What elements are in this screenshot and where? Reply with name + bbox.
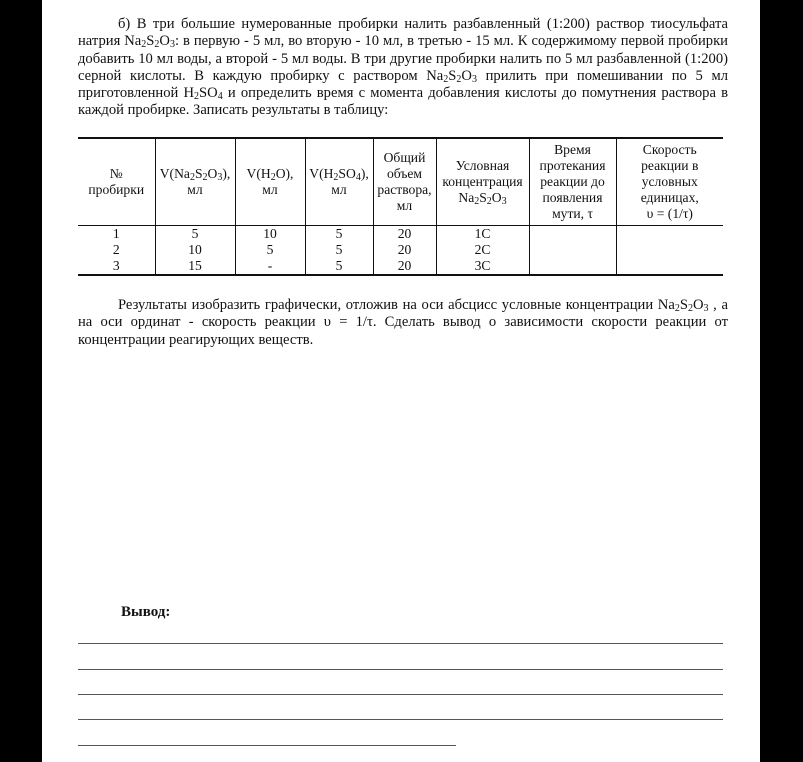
cell-v-water: 10 (235, 226, 305, 243)
text: S (448, 67, 457, 84)
answer-line[interactable] (78, 643, 723, 644)
subscript: 3 (471, 73, 477, 85)
cell-tube-number: 2 (78, 242, 155, 258)
cell-v-water: - (235, 258, 305, 275)
cell-concentration: 1С (436, 226, 529, 243)
cell-v-thiosulfate: 5 (155, 226, 235, 243)
text: Результаты изобразить графически, отложив на оси абсцисс условные концентрации Na (118, 297, 675, 313)
header-concentration: Условная концентрация $Na_2S_2O_3$ (436, 138, 529, 226)
header-v-acid: $V(H_2SO_4)$, мл (305, 138, 373, 226)
cell-reaction-rate[interactable] (616, 226, 723, 243)
cell-reaction-time[interactable] (529, 242, 616, 258)
subscript: 2 (456, 73, 462, 85)
subscript: 2 (141, 39, 147, 51)
header-v-thiosulfate: $V(Na_2S_2O_3)$, мл (155, 138, 235, 226)
text: б) В три большие нумерованные пробирки налить разбавленный (1:200) раствор тиосульфата натрия Na (78, 16, 728, 50)
text: : в первую - 5 мл, во вторую - 10 мл, в третью - 15 мл. К содержимому первой пробирки добавить 10 мл воды, а второй - 5 мл воды. В три другие пробирки налить по 5 мл разбавленной (1:200) серной кислоты. В каждую пробирку с раствором Na (78, 33, 728, 84)
answer-line[interactable] (78, 719, 723, 720)
text: S (146, 33, 155, 50)
cell-reaction-time[interactable] (529, 258, 616, 275)
header-reaction-time: Время протекания реакции до появления мути, τ (529, 138, 616, 226)
text: SO (199, 85, 218, 102)
subscript: 2 (154, 39, 160, 51)
table-row (78, 242, 723, 258)
cell-tube-number: 1 (78, 226, 155, 243)
text: O (461, 67, 472, 84)
subscript: 2 (443, 73, 449, 85)
text: прилить при помешивании по 5 мл приготовленной H (78, 67, 728, 102)
text: O (159, 33, 170, 50)
header-tube-number: № пробирки (78, 138, 155, 226)
cell-total-volume: 20 (373, 258, 436, 275)
table-header-row (78, 138, 723, 226)
text: O (692, 297, 704, 313)
cell-v-thiosulfate: 15 (155, 258, 235, 275)
header-v-water: $V(H_2O)$, мл (235, 138, 305, 226)
header-reaction-rate: Скорость реакции в условных единицах, υ = (1/τ) (616, 138, 723, 226)
answer-line[interactable] (78, 745, 456, 746)
cell-v-water: 5 (235, 242, 305, 258)
answer-line[interactable] (78, 694, 723, 695)
instructions-paragraph (78, 16, 728, 120)
cell-concentration: 3С (436, 258, 529, 275)
cell-reaction-time[interactable] (529, 226, 616, 243)
cell-total-volume: 20 (373, 226, 436, 243)
results-paragraph (78, 297, 728, 349)
subscript: 2 (687, 303, 693, 314)
cell-reaction-rate[interactable] (616, 242, 723, 258)
text: и определить время с момента добавления кислоты до помутнения раствора в каждой пробирке. Записать результаты в таблицу: (78, 85, 729, 119)
results-table (78, 137, 723, 276)
cell-v-thiosulfate: 10 (155, 242, 235, 258)
cell-v-acid: 5 (305, 226, 373, 243)
cell-concentration: 2С (436, 242, 529, 258)
text: , а на оси ординат - скорость реакции υ = 1/τ. Сделать вывод о зависимости скорости реакции от концентрации реагирующих веществ. (78, 297, 728, 348)
cell-v-acid: 5 (305, 258, 373, 275)
cell-reaction-rate[interactable] (616, 258, 723, 275)
subscript: 2 (194, 91, 200, 103)
conclusion-label: Вывод: (121, 604, 171, 620)
subscript: 4 (217, 91, 223, 103)
cell-total-volume: 20 (373, 242, 436, 258)
subscript: 2 (674, 303, 680, 314)
cell-v-acid: 5 (305, 242, 373, 258)
table-row (78, 226, 723, 243)
header-total-volume: Общий объем раствора, мл (373, 138, 436, 226)
answer-line[interactable] (78, 669, 723, 670)
text: S (679, 297, 688, 313)
cell-tube-number: 3 (78, 258, 155, 275)
subscript: 3 (703, 303, 709, 314)
subscript: 3 (169, 39, 175, 51)
document-page (42, 0, 760, 762)
table-row (78, 258, 723, 275)
